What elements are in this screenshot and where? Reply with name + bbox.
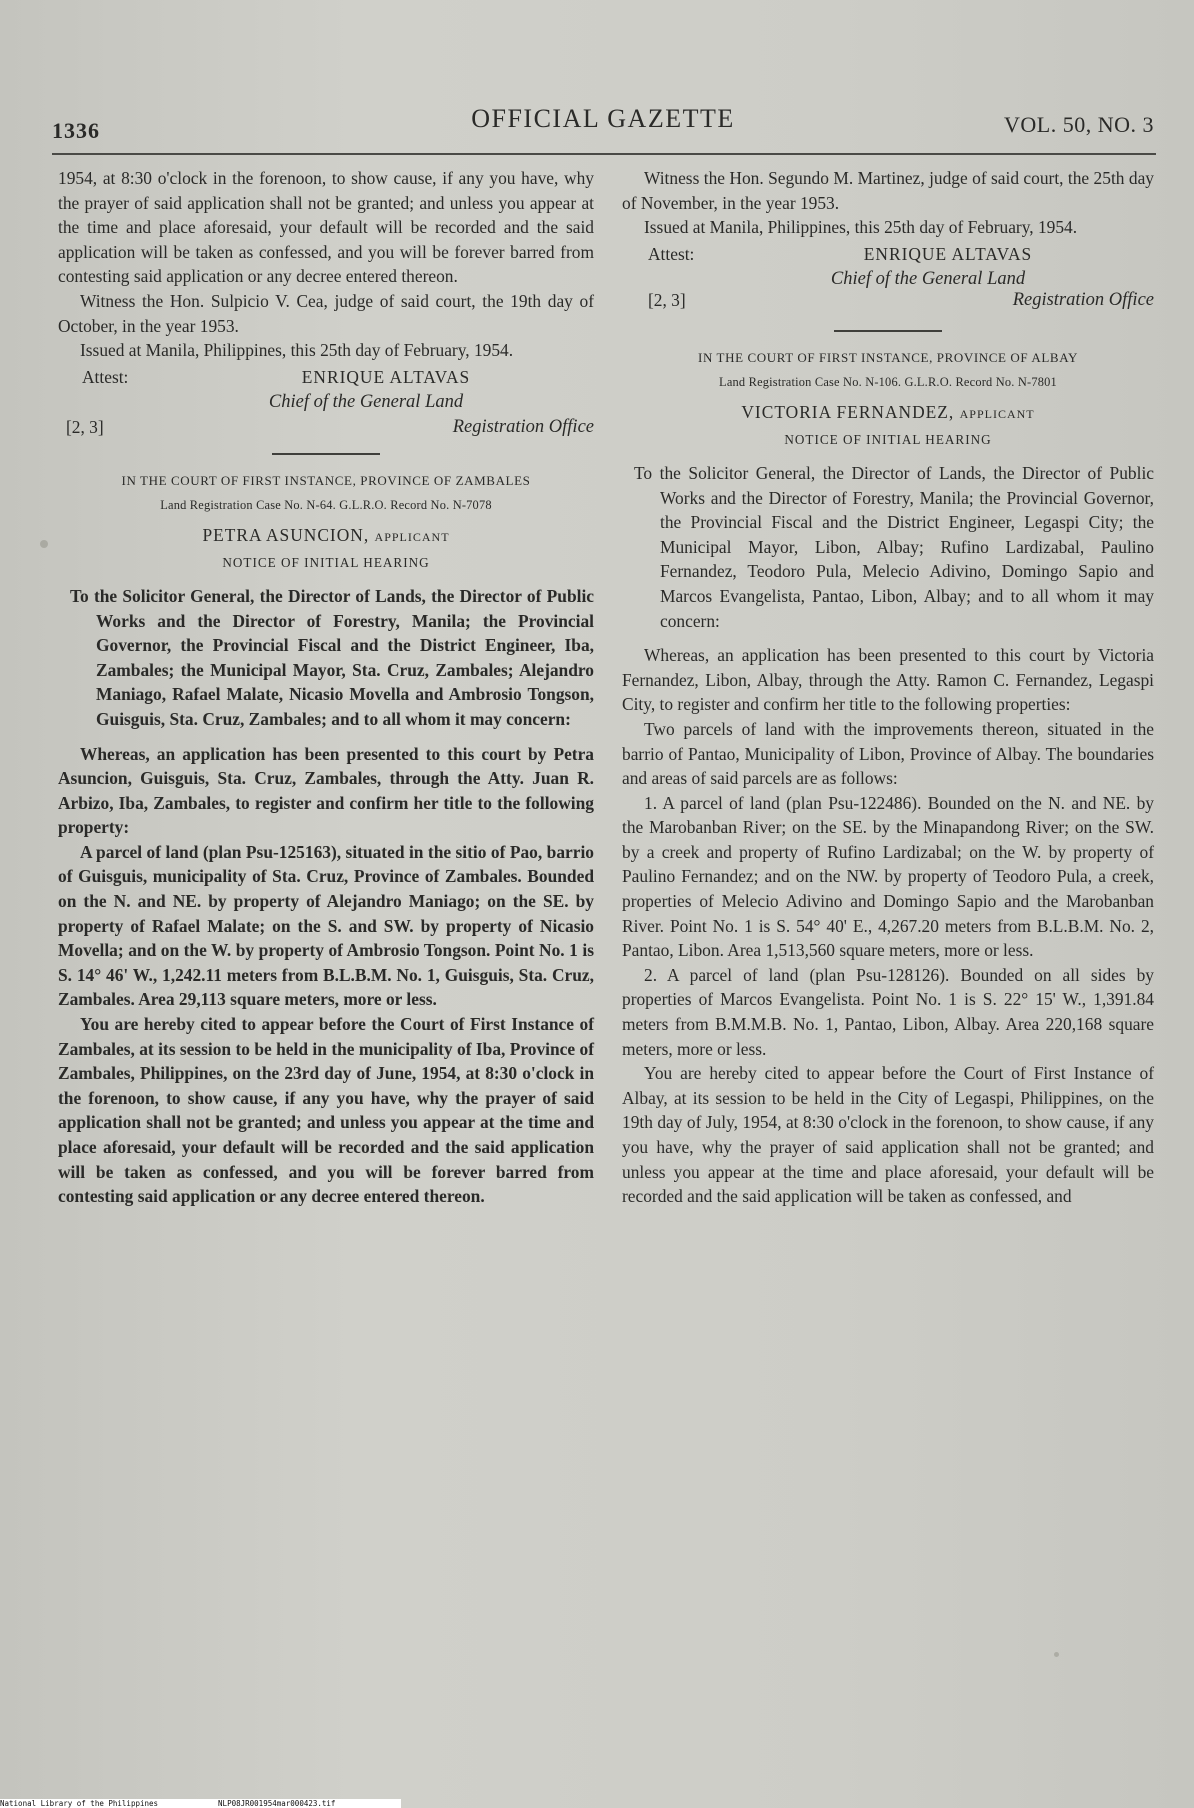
paragraph: Whereas, an application has been presented to this court by Petra Asuncion, Guisguis, Sta. Cruz, Zambales, through the Atty. Juan R. Arbizo, Iba, Zambales, to register and confirm her title to the following property: (58, 743, 594, 838)
notice-heading: NOTICE OF INITIAL HEARING (784, 432, 992, 448)
case-number: Land Registration Case No. N-106. G.L.R.O. Record No. N-7801 (719, 374, 1057, 389)
library-name: National Library of the Philippines (0, 1799, 159, 1808)
court-heading: IN THE COURT OF FIRST INSTANCE, PROVINCE OF ALBAY (698, 349, 1078, 365)
issued-paragraph: Issued at Manila, Philippines, this 25th day of February, 1954. (80, 340, 514, 361)
notice-heading: NOTICE OF INITIAL HEARING (222, 555, 430, 571)
paragraph: 1954, at 8:30 o'clock in the forenoon, to show cause, if any you have, why the prayer of said application shall not be granted; and unless you appear at the time and place aforesaid, your default will be recorded and the said application will be taken as confessed, and you will be forever barred from contesting said application or any decree entered thereon. (58, 168, 594, 287)
left-column (58, 166, 594, 1209)
volume-number: VOL. 50, NO. 3 (1004, 112, 1154, 137)
witness-paragraph: Witness the Hon. Sulpicio V. Cea, judge of said court, the 19th day of October, in the year 1953. (58, 290, 594, 336)
attest-name: ENRIQUE ALTAVAS (863, 243, 1033, 264)
citation-paragraph: You are hereby cited to appear before the Court of First Instance of Zambales, at its session to be held in the municipality of Iba, Province of Zambales, Philippines, on the 23rd day of June, 1954, at 8:30 o'clock in the forenoon, to show cause, if any you have, why the prayer of said application shall not be granted; and unless you appear at the time and place aforesaid, your default will be recorded and the said application will be taken as confessed, and you will be forever barred from contesting said application or any decree entered thereon. (58, 1014, 594, 1207)
ink-spot (1054, 1652, 1059, 1657)
addressees: To the Solicitor General, the Director of Lands, the Director of Public Works and the Director of Forestry, Manila; the Provincial Governor, the Provincial Fiscal and the District Engineer, Legaspi City; the Municipal Mayor, Libon, Albay; Rufino Lardizabal, Paulino Fernandez, Teodoro Pula, Melecio Adivino, Domingo Sapio and Marcos Evangelista, Pantao, Libon, Albay; and to all whom it may concern: (634, 462, 1154, 631)
citation-paragraph: You are hereby cited to appear before the Court of First Instance of Albay, at its session to be held in the City of Legaspi, Philippines, on the 19th day of July, 1954, at 8:30 o'clock in the forenoon, to show cause, if any you have, why the prayer of said application shall not be granted; and unless you appear at the time and place aforesaid, your default will be recorded and the said application will be taken as confessed, and (622, 1063, 1154, 1207)
page-header (52, 100, 1154, 143)
right-column (622, 166, 1154, 1209)
attest-label: Attest: (82, 366, 129, 387)
attestation-block (58, 365, 594, 439)
attest-name: ENRIQUE ALTAVAS (301, 366, 471, 387)
attestation-block (622, 242, 1154, 316)
property-description: A parcel of land (plan Psu-125163), situated in the sitio of Pao, barrio of Guisguis, municipality of Sta. Cruz, Province of Zambales. Bounded on the N. and NE. by property of Alejandro Maniago; on the SE. by property of Rafael Malate; on the S. and SW. by property of Nicasio Movella; and on the W. by property of Ambrosio Tongson. Point No. 1 is S. 14° 46' W., 1,242.11 meters from B.L.B.M. No. 1, Guisguis, Sta. Cruz, Zambales. Area 29,113 square meters, more or less. (58, 841, 594, 1010)
paragraph: Two parcels of land with the improvements thereon, situated in the barrio of Pantao, Municipality of Libon, Province of Albay. The boundaries and areas of said parcels are as follows: (622, 718, 1154, 789)
section-separator (834, 330, 942, 332)
section-separator (272, 453, 380, 455)
attest-label: Attest: (648, 243, 695, 264)
attest-office: Registration Office (452, 416, 594, 437)
attest-role: Chief of the General Land (268, 391, 464, 412)
issued-paragraph: Issued at Manila, Philippines, this 25th day of February, 1954. (644, 217, 1078, 238)
publication-title: OFFICIAL GAZETTE (471, 104, 735, 133)
applicant-name: PETRA ASUNCION, applicant (202, 524, 450, 545)
addressees: To the Solicitor General, the Director of Lands, the Director of Public Works and the Director of Forestry, Manila; the Provincial Governor, the Provincial Fiscal and the District Engineer, Iba, Zambales; the Municipal Mayor, Sta. Cruz, Zambales; Alejandro Maniago, Rafael Malate, Nicasio Movella and Ambrosio Tongson, Guisguis, Sta. Cruz, Zambales; and to all whom it may concern: (70, 585, 594, 729)
court-heading: IN THE COURT OF FIRST INSTANCE, PROVINCE OF ZAMBALES (121, 472, 531, 488)
witness-paragraph: Witness the Hon. Segundo M. Martinez, judge of said court, the 25th day of November, in the year 1953. (622, 168, 1154, 213)
ink-spot (40, 540, 48, 548)
scan-footer (0, 1799, 401, 1808)
issue-code: [2, 3] (66, 416, 104, 437)
page-number: 1336 (52, 118, 100, 143)
file-name: NLP08JR001954mar000423.tif (218, 1799, 336, 1808)
applicant-name: VICTORIA FERNANDEZ, applicant (741, 401, 1035, 422)
property-description: 2. A parcel of land (plan Psu-128126). Bounded on all sides by properties of Marcos Evangelista. Point No. 1 is S. 22° 15' W., 1,391.84 meters from B.M.M.B. No. 1, Pantao, Libon, Albay. Area 220,168 square meters, more or less. (622, 964, 1154, 1059)
case-number: Land Registration Case No. N-64. G.L.R.O. Record No. N-7078 (160, 497, 492, 512)
header-rule (52, 153, 1156, 155)
paragraph: Whereas, an application has been presented to this court by Victoria Fernandez, Libon, Albay, through the Atty. Ramon C. Fernandez, Legaspi City, to register and confirm her title to the following properties: (622, 645, 1154, 715)
issue-code: [2, 3] (648, 289, 686, 310)
property-description: 1. A parcel of land (plan Psu-122486). Bounded on the N. and NE. by the Marobanban River; on the SE. by the Minapandong River; on the SW. by a creek and property of Rufino Lardizabal; on the W. by property of Paulino Fernandez; and on the NW. by property of Teodoro Pula, a creek, properties of Melecio Adivino and Domingo Sapio and the Marobanban River. Point No. 1 is S. 54° 40' E., 4,267.20 meters from B.L.B.M. No. 2, Pantao, Libon. Area 1,513,560 square meters, more or less. (622, 792, 1154, 961)
attest-role: Chief of the General Land (830, 268, 1026, 289)
attest-office: Registration Office (1012, 289, 1154, 310)
